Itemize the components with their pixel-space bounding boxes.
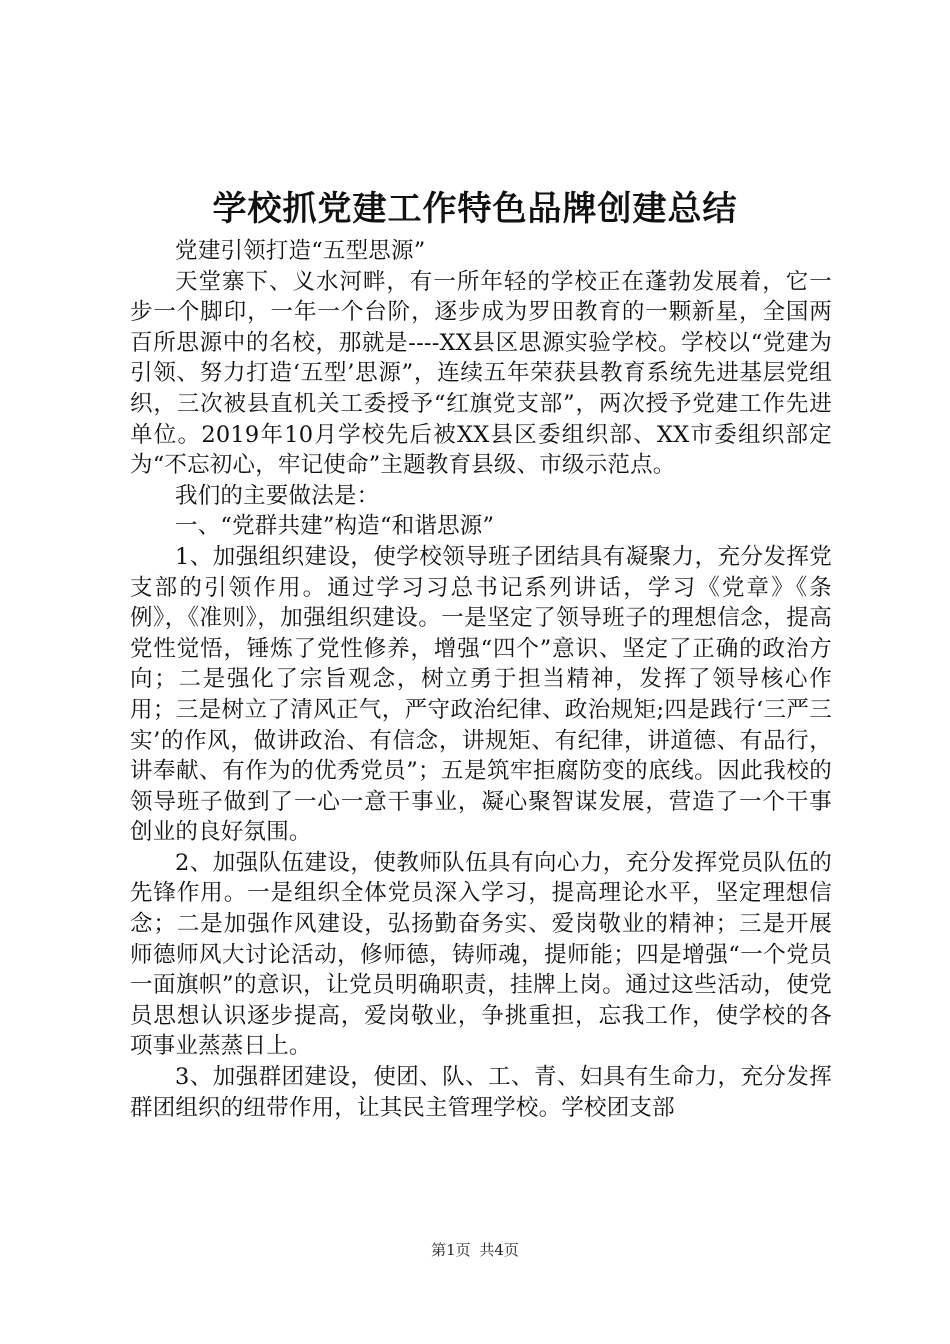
- paragraph-item-3: 3、加强群团建设，使团、队、工、青、妇具有生命力，充分发挥群团组织的纽带作用，让其民主管理学校。学校团支部: [130, 1064, 832, 1121]
- paragraph-intro: 天堂寨下、义水河畔，有一所年轻的学校正在蓬勃发展着，它一步一个脚印，一年一个台阶，逐步成为罗田教育的一颗新星，全国两百所思源中的名校，那就是----XX县区思源实验学校。学校以“党建为引领、努力打造‘五型’思源”，连续五年荣获县教育系统先进基层党组织，三次被县直机关工委授予“红旗党支部”，两次授予党建工作先进单位。2019年10月学校先后被XX县区委组织部、XX市委组织部定为“不忘初心，牢记使命”主题教育县级、市级示范点。: [130, 268, 832, 479]
- paragraph-item-2: 2、加强队伍建设，使教师队伍具有向心力，充分发挥党员队伍的先锋作用。一是组织全体党员深入学习，提高理论水平，坚定理想信念；二是加强作风建设，弘扬勤奋务实、爱岗敬业的精神；三是开展师德师风大讨论活动，修师德，铸师魂，提师能；四是增强“一个党员一面旗帜”的意识，让党员明确职责，挂牌上岗。通过这些活动，使党员思想认识逐步提高，爱岗敬业，争挑重担，忘我工作，使学校的各项事业蒸蒸日上。: [130, 849, 832, 1060]
- page-number: 第1页: [431, 1241, 471, 1259]
- page-footer: [0, 1240, 950, 1260]
- document-body: [130, 236, 832, 1123]
- document-title: 学校抓党建工作特色品牌创建总结: [212, 189, 738, 229]
- paragraph-methods-lead: 我们的主要做法是：: [175, 482, 380, 509]
- section-heading-1: 一、“党群共建”构造“和谐思源”: [175, 513, 495, 540]
- paragraph-subtitle: 党建引领打造“五型思源”: [175, 238, 426, 264]
- paragraph-item-1: 1、加强组织建设，使学校领导班子团结具有凝聚力，充分发挥党支部的引领作用。通过学习习总书记系列讲话，学习《党章》《条例》，《准则》，加强组织建设。一是坚定了领导班子的理想信念，提高党性觉悟，锤炼了党性修养，增强“四个”意识、坚定了正确的政治方向；二是强化了宗旨观念，树立勇于担当精神，发挥了领导核心作用；三是树立了清风正气，严守政治纪律、政治规矩;四是践行‘三严三实’的作风，做讲政治、有信念，讲规矩、有纪律，讲道德、有品行，讲奉献、有作为的优秀党员”；五是筑牢拒腐防变的底线。因此我校的领导班子做到了一心一意干事业，凝心聚智谋发展，营造了一个干事创业的良好氛围。: [130, 543, 832, 846]
- page-total: 共4页: [479, 1241, 519, 1259]
